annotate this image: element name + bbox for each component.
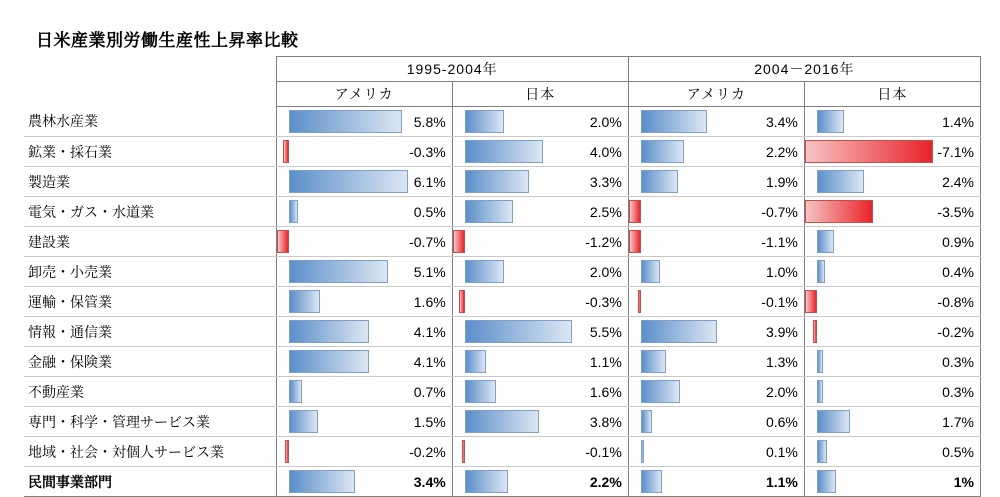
bar-negative (805, 200, 873, 223)
table-row (24, 407, 981, 437)
cell-value: 2.4% (942, 173, 974, 190)
data-cell (804, 467, 980, 497)
cell-value: 3.3% (589, 173, 622, 190)
cell-value: 2.0% (589, 113, 622, 130)
data-cell (628, 407, 804, 437)
data-cell (804, 107, 980, 137)
cell-value: 0.6% (765, 413, 798, 430)
cell-value: 1.5% (413, 413, 446, 430)
data-cell (452, 137, 628, 167)
data-cell (804, 347, 980, 377)
bar-positive (465, 380, 496, 403)
bar-positive (289, 350, 369, 373)
bar-positive (817, 260, 825, 283)
cell-value: 0.9% (942, 233, 974, 250)
bar-positive (641, 350, 666, 373)
bar-negative (277, 230, 289, 253)
cell-value: -3.5% (937, 203, 974, 220)
data-cell (628, 107, 804, 137)
data-cell (276, 437, 452, 467)
cell-value: 1.7% (942, 413, 974, 430)
cell-value: 0.7% (413, 383, 446, 400)
bar-positive (465, 470, 508, 493)
cell-value: 5.1% (413, 263, 446, 280)
data-cell (276, 137, 452, 167)
cell-value: -0.3% (585, 293, 622, 310)
row-label: 金融・保険業 (24, 347, 276, 377)
data-cell (804, 437, 980, 467)
header-country-jp-2: 日本 (804, 82, 980, 107)
cell-value: -0.7% (409, 233, 446, 250)
bar-positive (465, 170, 529, 193)
bar-positive (641, 140, 684, 163)
bar-positive (289, 200, 299, 223)
cell-value: 0.5% (413, 203, 446, 220)
header-spacer (24, 57, 276, 82)
bar-positive (817, 380, 823, 403)
cell-value: -0.7% (761, 203, 798, 220)
bar-positive (641, 320, 717, 343)
table-header-periods (24, 57, 981, 82)
cell-value: 2.2% (589, 473, 622, 490)
data-cell (452, 287, 628, 317)
bar-negative (453, 230, 465, 253)
bar-positive (641, 380, 680, 403)
header-period-1: 1995-2004年 (276, 57, 628, 82)
bar-positive (641, 260, 661, 283)
row-label: 電気・ガス・水道業 (24, 197, 276, 227)
table-row (24, 137, 981, 167)
data-cell (452, 227, 628, 257)
data-cell (628, 287, 804, 317)
data-cell (628, 257, 804, 287)
bar-positive (289, 170, 408, 193)
bar-negative (459, 290, 465, 313)
bar-negative (805, 140, 933, 163)
bar-positive (289, 290, 320, 313)
cell-value: 1.4% (942, 113, 974, 130)
table-row (24, 227, 981, 257)
data-cell (276, 197, 452, 227)
data-cell (276, 347, 452, 377)
cell-value: 1.1% (589, 353, 622, 370)
data-cell (804, 287, 980, 317)
cell-value: 4.1% (413, 323, 446, 340)
bar-positive (641, 470, 662, 493)
bar-positive (817, 170, 864, 193)
row-label: 卸売・小売業 (24, 257, 276, 287)
data-cell (804, 377, 980, 407)
data-cell (628, 167, 804, 197)
bar-positive (641, 110, 707, 133)
row-label: 建設業 (24, 227, 276, 257)
data-cell (276, 467, 452, 497)
bar-positive (465, 110, 504, 133)
cell-value: 1.3% (765, 353, 798, 370)
bar-positive (641, 170, 678, 193)
data-cell (452, 167, 628, 197)
table-row (24, 257, 981, 287)
cell-value: 4.1% (413, 353, 446, 370)
data-cell (452, 437, 628, 467)
row-label: 民間事業部門 (24, 467, 276, 497)
data-cell (804, 317, 980, 347)
cell-value: 1.1% (765, 473, 798, 490)
table-row (24, 287, 981, 317)
data-cell (804, 167, 980, 197)
bar-positive (817, 470, 837, 493)
data-cell (804, 407, 980, 437)
data-cell (276, 257, 452, 287)
bar-positive (289, 320, 369, 343)
data-cell (452, 107, 628, 137)
data-cell (452, 467, 628, 497)
cell-value: 3.4% (765, 113, 798, 130)
bar-negative (629, 230, 641, 253)
bar-positive (289, 260, 388, 283)
cell-value: 3.8% (589, 413, 622, 430)
cell-value: 4.0% (589, 143, 622, 160)
bar-negative (805, 290, 817, 313)
data-cell (276, 377, 452, 407)
header-spacer-2 (24, 82, 276, 107)
data-cell (276, 167, 452, 197)
table-row (24, 197, 981, 227)
bar-positive (289, 410, 318, 433)
cell-value: 5.5% (589, 323, 622, 340)
header-period-2: 2004－2016年 (628, 57, 980, 82)
data-cell (276, 107, 452, 137)
data-cell (804, 197, 980, 227)
bar-negative (813, 320, 817, 343)
row-label: 専門・科学・管理サービス業 (24, 407, 276, 437)
cell-value: -0.2% (937, 323, 974, 340)
bar-negative (285, 440, 289, 463)
bar-positive (289, 380, 303, 403)
cell-value: 0.3% (942, 383, 974, 400)
table-row (24, 167, 981, 197)
cell-value: 2.0% (765, 383, 798, 400)
data-cell (628, 137, 804, 167)
table-row (24, 437, 981, 467)
cell-value: 5.8% (413, 113, 446, 130)
cell-value: 1.9% (765, 173, 798, 190)
bar-positive (817, 110, 844, 133)
data-cell (628, 377, 804, 407)
cell-value: 0.1% (765, 443, 798, 460)
page-title: 日米産業別労働生産性上昇率比較 (36, 31, 299, 50)
bar-positive (817, 410, 850, 433)
bar-negative (629, 200, 641, 223)
data-cell (452, 317, 628, 347)
cell-value: 1.0% (765, 263, 798, 280)
comparison-table (24, 56, 981, 497)
row-label: 情報・通信業 (24, 317, 276, 347)
cell-value: 0.4% (942, 263, 974, 280)
data-cell (452, 377, 628, 407)
data-cell (452, 197, 628, 227)
cell-value: -0.1% (761, 293, 798, 310)
data-cell (804, 227, 980, 257)
bar-positive (465, 410, 539, 433)
data-cell (804, 257, 980, 287)
bar-negative (638, 290, 641, 313)
data-cell (804, 137, 980, 167)
data-cell (276, 227, 452, 257)
cell-value: 6.1% (413, 173, 446, 190)
cell-value: 3.9% (765, 323, 798, 340)
data-cell (276, 317, 452, 347)
cell-value: 2.2% (765, 143, 798, 160)
row-label: 農林水産業 (24, 107, 276, 137)
bar-positive (465, 200, 514, 223)
data-cell (276, 287, 452, 317)
header-country-us-2: アメリカ (628, 82, 804, 107)
cell-value: -0.3% (409, 143, 446, 160)
cell-value: -1.1% (761, 233, 798, 250)
data-cell (452, 257, 628, 287)
bar-negative (283, 140, 289, 163)
row-label: 運輸・保管業 (24, 287, 276, 317)
table-row (24, 347, 981, 377)
cell-value: 1% (953, 473, 974, 490)
bar-positive (465, 350, 486, 373)
data-cell (628, 317, 804, 347)
data-cell (628, 467, 804, 497)
cell-value: 1.6% (413, 293, 446, 310)
cell-value: -0.8% (937, 293, 974, 310)
cell-value: -7.1% (937, 143, 974, 160)
table-body (24, 107, 981, 497)
data-cell (276, 407, 452, 437)
bar-positive (465, 320, 572, 343)
bar-positive (817, 350, 823, 373)
bar-positive (289, 470, 355, 493)
bar-positive (465, 140, 543, 163)
data-cell (628, 347, 804, 377)
data-cell (628, 197, 804, 227)
row-label: 鉱業・採石業 (24, 137, 276, 167)
data-cell (452, 407, 628, 437)
table-row (24, 107, 981, 137)
cell-value: 3.4% (413, 473, 446, 490)
cell-value: -0.2% (409, 443, 446, 460)
data-cell (628, 437, 804, 467)
cell-value: 0.3% (942, 353, 974, 370)
bar-positive (465, 260, 504, 283)
table-row (24, 317, 981, 347)
table-header-countries (24, 82, 981, 107)
table-row (24, 377, 981, 407)
data-cell (628, 227, 804, 257)
row-label: 製造業 (24, 167, 276, 197)
header-country-jp-1: 日本 (452, 82, 628, 107)
header-country-us-1: アメリカ (276, 82, 452, 107)
bar-negative (462, 440, 465, 463)
cell-value: -1.2% (585, 233, 622, 250)
cell-value: 2.5% (589, 203, 622, 220)
table-row (24, 467, 981, 497)
bar-positive (641, 440, 644, 463)
cell-value: -0.1% (585, 443, 622, 460)
bar-positive (289, 110, 402, 133)
row-label: 地域・社会・対個人サービス業 (24, 437, 276, 467)
row-label: 不動産業 (24, 377, 276, 407)
cell-value: 0.5% (942, 443, 974, 460)
cell-value: 1.6% (589, 383, 622, 400)
bar-positive (641, 410, 653, 433)
bar-positive (817, 440, 827, 463)
cell-value: 2.0% (589, 263, 622, 280)
data-cell (452, 347, 628, 377)
bar-positive (817, 230, 835, 253)
